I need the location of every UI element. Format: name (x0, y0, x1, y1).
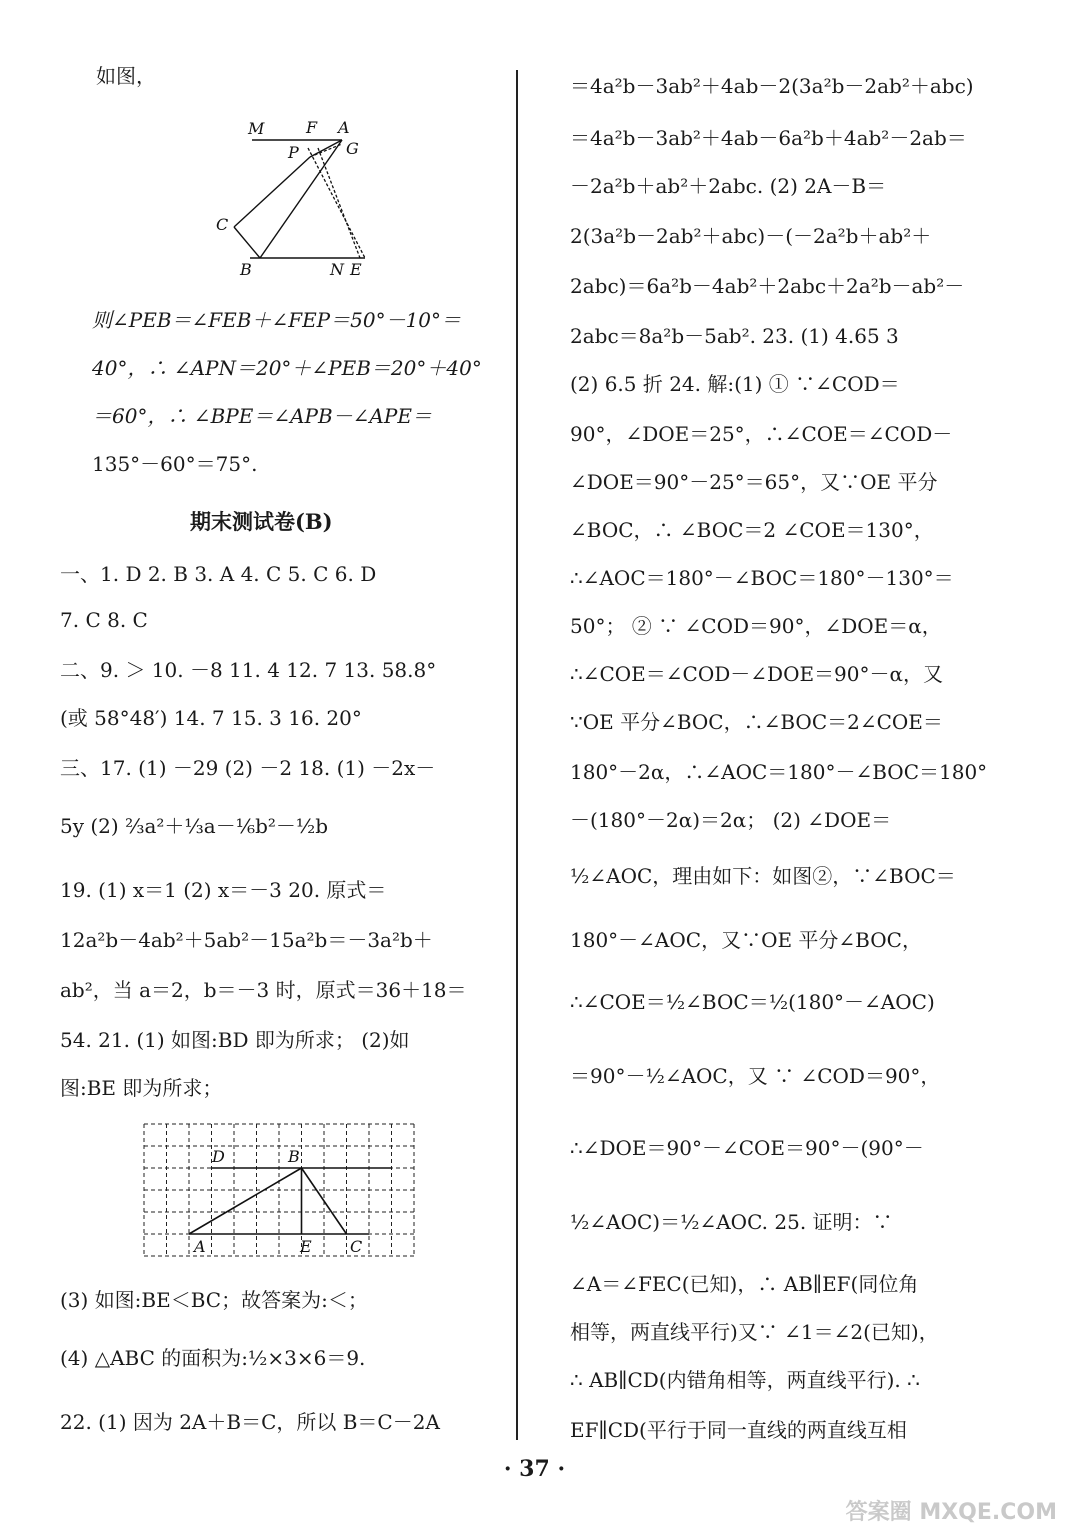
right-line: ＝90°－½∠AOC，又 ∵ ∠COD＝90°， (570, 1064, 941, 1088)
label-P: P (288, 143, 299, 162)
label-B: B (288, 1147, 300, 1166)
label-G: G (346, 139, 359, 158)
right-line: ＝4a²b－3ab²＋4ab－6a²b＋4ab²－2ab＝ (570, 126, 967, 150)
right-line: 2abc＝8a²b－5ab². 23. (1) 4.65 3 (570, 324, 899, 348)
grid-figure-2 (140, 1120, 418, 1260)
right-line: EF∥CD(平行于同一直线的两直线互相 (570, 1418, 907, 1442)
answer-line: 12a²b－4ab²＋5ab²－15a²b＝－3a²b＋ (60, 928, 433, 952)
right-line: 50°； ② ∵ ∠COD＝90°，∠DOE＝α， (570, 614, 942, 638)
answer-line: ab²，当 a＝2，b＝－3 时，原式＝36＋18＝ (60, 978, 467, 1002)
answer-line: (3) 如图:BE＜BC；故答案为:＜； (60, 1288, 368, 1312)
right-line: －(180°－2α)＝2α； (2) ∠DOE＝ (570, 808, 892, 832)
right-line: ∠DOE＝90°－25°＝65°，又∵OE 平分 (570, 470, 938, 494)
right-line: ∴ AB∥CD(内错角相等，两直线平行). ∴ (570, 1368, 920, 1392)
right-line: 90°，∠DOE＝25°，∴∠COE＝∠COD－ (570, 422, 953, 446)
label-F: F (306, 118, 318, 137)
label-C: C (350, 1237, 363, 1256)
solution-line: 135°－60°＝75°. (92, 452, 258, 476)
right-line: ∠BOC，∴ ∠BOC＝2 ∠COE＝130°， (570, 518, 934, 542)
watermark-logo: 答案圈 MXQE.COM (845, 1500, 1057, 1525)
answer-line: (或 58°48′) 14. 7 15. 3 16. 20° (60, 706, 362, 730)
answer-line: 图:BE 即为所求； (60, 1076, 223, 1100)
right-line: 2(3a²b－2ab²＋abc)－(－2a²b＋ab²＋ (570, 224, 932, 248)
right-line: 180°－∠AOC，又∵OE 平分∠BOC， (570, 928, 922, 952)
right-line: ½∠AOC)＝½∠AOC. 25. 证明：∵ (570, 1210, 893, 1234)
label-E: E (300, 1237, 312, 1256)
answer-line: 一、1. D 2. B 3. A 4. C 5. C 6. D (60, 562, 377, 586)
right-line: 相等，两直线平行)又∵ ∠1＝∠2(已知)， (570, 1320, 939, 1344)
label-N: N (330, 260, 344, 279)
label-E: E (350, 260, 362, 279)
right-line: ½∠AOC，理由如下：如图②，∵∠BOC＝ (570, 864, 956, 888)
answer-line: (4) △ABC 的面积为:½×3×6＝9. (60, 1346, 366, 1370)
column-divider (516, 70, 518, 1440)
right-line: －2a²b＋ab²＋2abc. (2) 2A－B＝ (570, 174, 887, 198)
right-line: ∴∠COE＝∠COD－∠DOE＝90°－α，又 (570, 662, 944, 686)
right-line: ＝4a²b－3ab²＋4ab－2(3a²b－2ab²＋abc) (570, 74, 974, 98)
label-A: A (194, 1237, 206, 1256)
label-M: M (248, 119, 265, 138)
right-line: (2) 6.5 折 24. 解:(1) ① ∵∠COD＝ (570, 372, 900, 396)
right-line: ∵OE 平分∠BOC，∴∠BOC＝2∠COE＝ (570, 710, 943, 734)
answer-line: 5y (2) ⅔a²＋⅓a－⅙b²－½b (60, 814, 329, 838)
label-D: D (212, 1147, 225, 1166)
right-line: ∠A＝∠FEC(已知)，∴ AB∥EF(同位角 (570, 1272, 919, 1296)
right-line: ∴∠DOE＝90°－∠COE＝90°－(90°－ (570, 1136, 924, 1160)
answer-line: 7. C 8. C (60, 608, 148, 632)
right-line: ∴∠COE＝½∠BOC＝½(180°－∠AOC) (570, 990, 935, 1014)
right-line: 2abc)＝6a²b－4ab²＋2abc＋2a²b－ab²－ (570, 274, 965, 298)
label-B: B (240, 260, 252, 279)
intro-text: 如图， (96, 64, 156, 88)
solution-line: 40°，∴ ∠APN＝20°＋∠PEB＝20°＋40° (92, 356, 482, 380)
section-title: 期末测试卷(B) (190, 509, 333, 534)
geometry-figure-1 (210, 112, 380, 282)
answer-line: 54. 21. (1) 如图:BD 即为所求； (2)如 (60, 1028, 410, 1052)
answer-line: 19. (1) x＝1 (2) x＝－3 20. 原式＝ (60, 878, 387, 902)
answer-line: 二、9. ＞ 10. －8 11. 4 12. 7 13. 58.8° (60, 658, 437, 682)
label-A: A (338, 118, 350, 137)
label-C: C (216, 215, 229, 234)
right-line: ∴∠AOC＝180°－∠BOC＝180°－130°＝ (570, 566, 954, 590)
answer-line: 22. (1) 因为 2A＋B＝C，所以 B＝C－2A (60, 1410, 440, 1434)
solution-line: 则∠PEB＝∠FEB＋∠FEP＝50°－10°＝ (92, 308, 462, 332)
right-line: 180°－2α，∴∠AOC＝180°－∠BOC＝180° (570, 760, 988, 784)
solution-line: ＝60°，∴ ∠BPE＝∠APB－∠APE＝ (92, 404, 432, 428)
page-number: · 37 · (503, 1456, 566, 1482)
answer-line: 三、17. (1) －29 (2) －2 18. (1) －2x－ (60, 756, 436, 780)
